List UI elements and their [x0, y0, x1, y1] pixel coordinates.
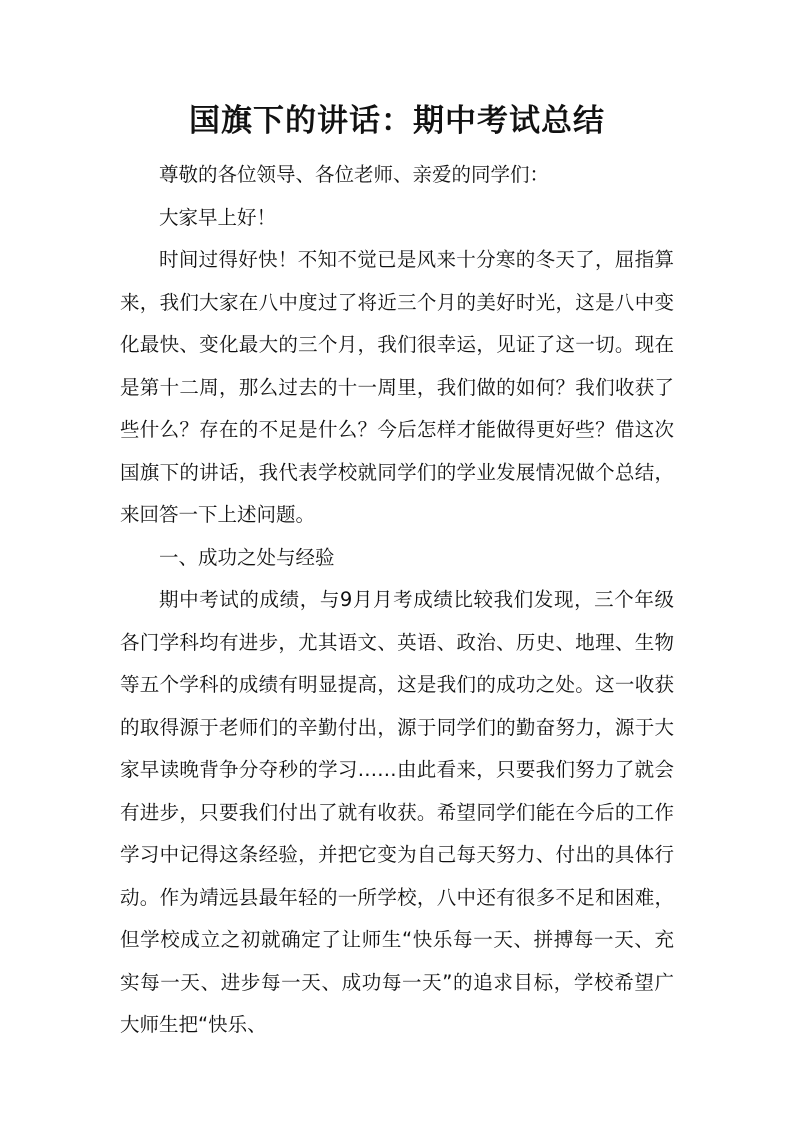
document-title: 国旗下的讲话：期中考试总结 — [189, 103, 605, 139]
greeting: 大家早上好！ — [159, 205, 277, 229]
section-paragraph: 期中考试的成绩，与9月月考成绩比较我们发现，三个年级各门学科均有进步，尤其语文、英语、政治、历史、地理、生物等五个学科的成绩有明显提高，这是我们的成功之处。这一收获的取得源于老师们的辛勤付出，源于同学们的勤奋努力，源于大家早读晚背争分夺秒的学习……由此看来，只要我们努力了就会有进步，只要我们付出了就有收获。希望同学们能在今后的工作学习中记得这条经验，并把它变为自己每天努力、付出的具体行动。作为靖远县最年轻的一所学校，八中还有很多不足和困难，但学校成立之初就确定了让师生“快乐每一天、拼搏每一天、充实每一天、进步每一天、成功每一天”的追求目标，学校希望广大师生把“快乐、 — [120, 588, 674, 1036]
section-heading: 一、成功之处与经验 — [159, 545, 335, 569]
salutation: 尊敬的各位领导、各位老师、亲爱的同学们： — [159, 163, 550, 186]
intro-paragraph: 时间过得好快！不知不觉已是风来十分寒的冬天了，屈指算来，我们大家在八中度过了将近三个月的美好时光，这是八中变化最快、变化最大的三个月，我们很幸运，见证了这一切。现在是第十二周，那么过去的十一周里，我们做的如何？我们收获了些什么？存在的不足是什么？今后怎样才能做得更好些？借这次国旗下的讲话，我代表学校就同学们的学业发展情况做个总结，来回答一下上述问题。 — [120, 248, 674, 526]
document-body — [120, 154, 674, 1047]
